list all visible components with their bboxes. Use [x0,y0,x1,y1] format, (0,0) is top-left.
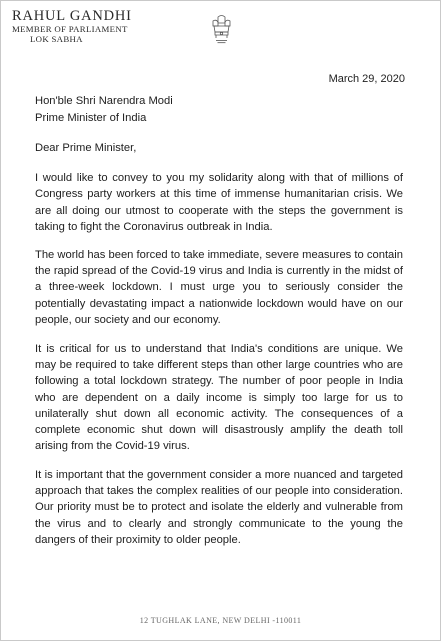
recipient-address [35,93,173,127]
state-emblem-icon [210,13,233,45]
letterhead-name: RAHUL GANDHI [12,8,132,24]
recipient-name: Hon'ble Shri Narendra Modi [35,95,173,107]
footer-address: 12 TUGHLAK LANE, NEW DELHI -110011 [139,616,302,625]
paragraph: It is critical for us to understand that India's conditions are unique. We may be required to take different steps than other large countries who are following a total lockdown strategy. The number of poor people in India who are dependent on a daily income is simply too large for us to unilaterally shut down all economic activity. The consequences of a complete economic shut down will disastrously amplify the death toll arising from the Covid-19 virus. [35,342,403,453]
paragraph: It is important that the government consider a more nuanced and targeted approach that takes the complex realities of our people into consideration. Our priority must be to protect and isolate the elderly and vulnerable from the virus and to clearly and strongly communicate to the young the dangers of their proximity to older people. [35,468,403,546]
letter-date: March 29, 2020 [328,73,405,85]
letterhead-house: LOK SABHA [30,34,83,44]
recipient-title: Prime Minister of India [35,112,147,124]
letterhead-title: MEMBER OF PARLIAMENT [12,24,128,34]
letter-body [35,170,403,560]
paragraph: I would like to convey to you my solidarity along with that of millions of Congress party workers at this time of immense humanitarian crisis. We are all doing our utmost to cooperate with the steps the government is taking to fight the Coronavirus outbreak in India. [35,172,403,233]
salutation: Dear Prime Minister, [35,142,137,154]
paragraph: The world has been forced to take immediate, severe measures to contain the rapid spread of the Covid-19 virus and India is currently in the midst of a three-week lockdown. I must urge you to seriously consider the potentially devastating impact a nationwide lockdown would have on our people, our society and our economy. [35,248,403,326]
letterhead [12,9,132,44]
